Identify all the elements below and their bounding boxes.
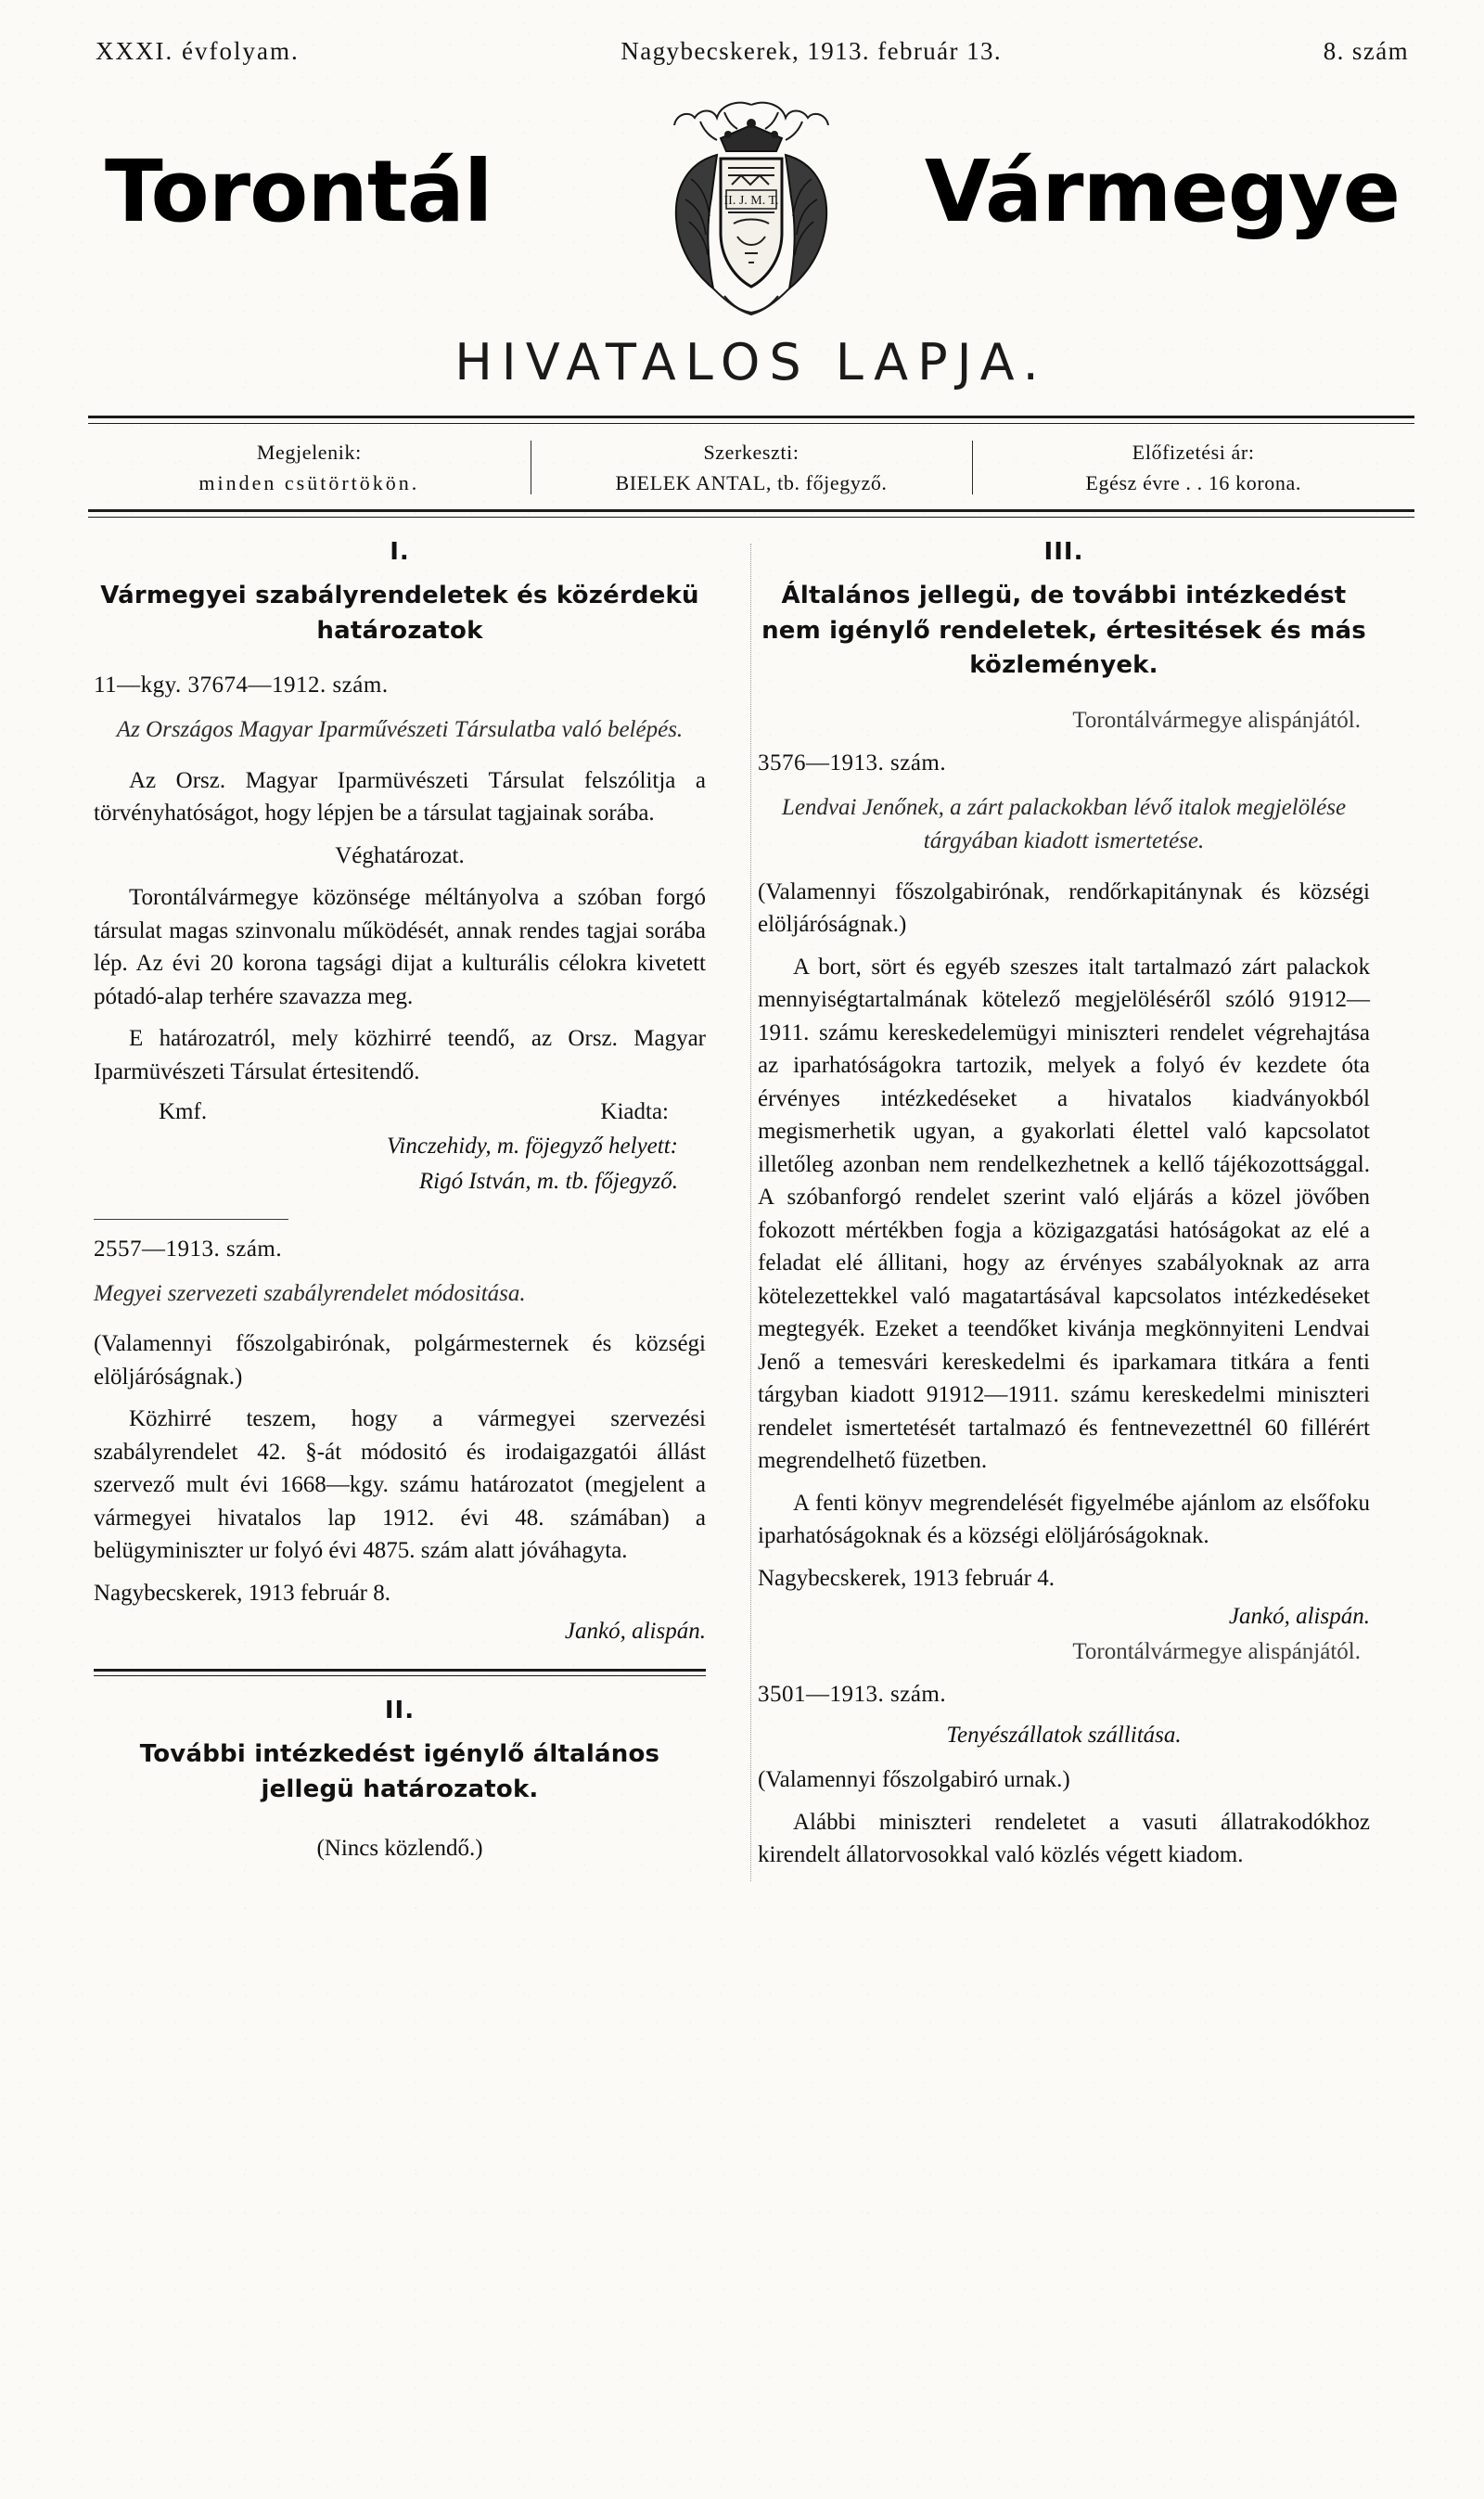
- addressee-line-2: (Valamennyi főszolgabirónak, rendőrkapitánynak és községi elöljáróságnak.): [758, 878, 1370, 938]
- header-divider: [88, 416, 1414, 424]
- imprint-publish-label: Megjelenik:: [256, 441, 362, 464]
- issuer-line-1: Torontálvármegye alispánjától.: [1072, 708, 1361, 734]
- section-1-number: I.: [390, 538, 410, 566]
- signature-block-1: [94, 1129, 706, 1198]
- addressee-line-3: (Valamennyi főszolgabiró urnak.): [758, 1767, 1070, 1793]
- signature-janko-1: [94, 1619, 706, 1645]
- kmf-label: Kmf.: [159, 1099, 208, 1125]
- paragraph-invitation: Az Orsz. Magyar Iparmüvészeti Társulat felszólitja a törvényhatóságot, hogy lépjen be a társulat tagjainak sorába.: [94, 767, 706, 827]
- left-column: [94, 538, 706, 1881]
- signature-janko-1-text: Jankó, alispán.: [564, 1619, 706, 1645]
- title-block: [88, 97, 1414, 339]
- title-right-word: Vármegye: [924, 142, 1400, 241]
- signature-janko-2: [758, 1604, 1370, 1630]
- volume-text: XXXI. évfolyam.: [96, 37, 300, 65]
- paragraph-tenyeszallatok-body: Alábbi miniszteri rendeletet a vasuti állatrakodókhoz kirendelt állatorvosokkal való közlés végett kiadom.: [758, 1809, 1370, 1868]
- imprint-publish-value: minden csütörtökön.: [198, 471, 420, 494]
- section-2-note: (Nincs közlendő.): [316, 1835, 483, 1861]
- signer-vinczehidy: Vinczehidy, m. föjegyző helyett:: [386, 1134, 678, 1160]
- issuer-line-2: Torontálvármegye alispánjától.: [1072, 1639, 1361, 1665]
- paragraph-szervezeti-body: Közhirré teszem, hogy a vármegyei szervezési szabályrendelet 42. §-át módositó és irodaigazgatói állást szervező mult évi 1668—kgy. számu határozatot (megjelent a vármegyei hivatalos lap 1912. évi 48. számában) a belügyminiszter ur folyó évi 4875. szám alatt jóváhagyta.: [94, 1406, 706, 1564]
- doc-title-lendvai: Lendvai Jenőnek, a zárt palackokban lévő italok megjelölése tárgyában kiadott ismertetése.: [781, 795, 1347, 854]
- doc-number-11kgy: 11—kgy. 37674—1912. szám.: [94, 673, 389, 698]
- section-divider-2: [94, 1669, 706, 1676]
- imprint-editor-value: BIELEK ANTAL, tb. főjegyző.: [615, 471, 888, 494]
- place-date-text: Nagybecskerek, 1913. február 13.: [620, 37, 1003, 65]
- right-column: [758, 538, 1370, 1881]
- doc-number-3501: 3501—1913. szám.: [758, 1682, 947, 1708]
- decision-label: Véghatározat.: [335, 842, 465, 868]
- crest-motto-text: II. J. M. T.: [723, 194, 779, 208]
- coat-of-arms-icon: [635, 97, 867, 329]
- newspaper-page: [88, 37, 1414, 2458]
- section-1-heading: Vármegyei szabályrendeletek és közérdekü határozatok: [100, 582, 699, 645]
- doc-title-iparmuveszeti: Az Országos Magyar Iparművészeti Társulatba való belépés.: [116, 717, 684, 743]
- subtitle: HIVATALOS LAPJA.: [454, 333, 1048, 391]
- imprint-publishing: [88, 437, 531, 498]
- title-left-word: Torontál: [105, 142, 493, 241]
- doc-title-tenyeszallatok: Tenyészállatok szállitása.: [946, 1723, 1182, 1749]
- content-columns: [88, 538, 1414, 1881]
- signature-janko-2-text: Jankó, alispán.: [1228, 1604, 1370, 1630]
- paragraph-decision-body: Torontálvármegye közönsége méltányolva a szóban forgó társulat magas szinvonalu működését, annak rendes tagjai sorába lép. Az évi 20 korona tagsági dijat a kulturális célokra kivetett pótadó-alap terhére szavazza meg.: [94, 885, 706, 1009]
- imprint-price-value: Egész évre . . 16 korona.: [1085, 471, 1301, 494]
- masthead-line: [88, 37, 1414, 66]
- signature-row: [94, 1099, 706, 1125]
- doc-title-szervezeti: Megyei szervezeti szabályrendelet módositása.: [94, 1281, 526, 1307]
- imprint-editor-label: Szerkeszti:: [703, 441, 800, 464]
- section-3-number: III.: [1043, 538, 1084, 566]
- section-2-number: II.: [384, 1697, 416, 1725]
- imprint-divider: [88, 509, 1414, 518]
- doc-number-3576: 3576—1913. szám.: [758, 750, 947, 776]
- imprint-editor: [531, 437, 973, 498]
- issue-number-text: 8. szám: [1323, 37, 1409, 65]
- imprint-price-label: Előfizetési ár:: [1132, 441, 1255, 464]
- doc-number-2557: 2557—1913. szám.: [94, 1237, 283, 1262]
- imprint-strip: [88, 424, 1414, 509]
- place-date-2: Nagybecskerek, 1913 február 4.: [758, 1565, 1055, 1591]
- paragraph-lendvai-body: A bort, sört és egyéb szeszes italt tartalmazó zárt palackok mennyiségtartalmának kötelező megjelöléséről szóló 91912—1911. számu kereskedelemügyi miniszteri rendelet végrehajtása az iparhatóságokra tartozik, melyek a folyó év kezdete óta érvényes intézkedéseket a hivatalos kiadványokból megismerhetik ugyan, a gyakorlati élettel való kapcsolatot illetőleg azonban nem rendelkezhetnek a kellő tájékozottsággal. A szóbanforgó rendelet szerint való eljárás a közel jövőben fokozott mértékben fogja a közigazgatási hatóságokat az elé a feladat elé állitani, hogy az érvényes szabályoknak az arra kötelezettekkel való magatartásával kapcsolatos intézkedéseket megtegyék. Ezeket a teendőket kivánja megkönnyiteni Lendvai Jenő a temesvári kereskedelmi és iparkamara titkára a fenti tárgyban kiadott 91912—1911. számu kereskedelmi miniszteri rendelet ismertetését tartalmazó és fentnevezettnél 60 fillérért megrendelhető füzetben.: [758, 954, 1370, 1474]
- signer-rigo-istvan: Rigó István, m. tb. főjegyző.: [418, 1168, 678, 1194]
- place-date-1: Nagybecskerek, 1913 február 8.: [94, 1580, 391, 1606]
- section-3-heading: Általános jellegü, de további intézkedést nem igénylő rendeletek, értesitések és más közlemények.: [761, 582, 1366, 680]
- section-rule-1: [94, 1219, 288, 1220]
- section-2-heading: További intézkedést igénylő általános jellegü határozatok.: [139, 1740, 660, 1804]
- issued-label: Kiadta:: [600, 1099, 669, 1125]
- addressee-line-1: (Valamennyi főszolgabirónak, polgármesternek és községi elöljáróságnak.): [94, 1331, 706, 1390]
- paragraph-decision-notice: E határozatról, mely közhirré teendő, az Orsz. Magyar Iparmüvészeti Társulat értesitendő.: [94, 1026, 706, 1084]
- paragraph-lendvai-recommend: A fenti könyv megrendelését figyelmébe ajánlom az elsőfoku iparhatóságoknak és a községi elöljáróságoknak.: [758, 1490, 1370, 1549]
- imprint-price: [972, 437, 1414, 498]
